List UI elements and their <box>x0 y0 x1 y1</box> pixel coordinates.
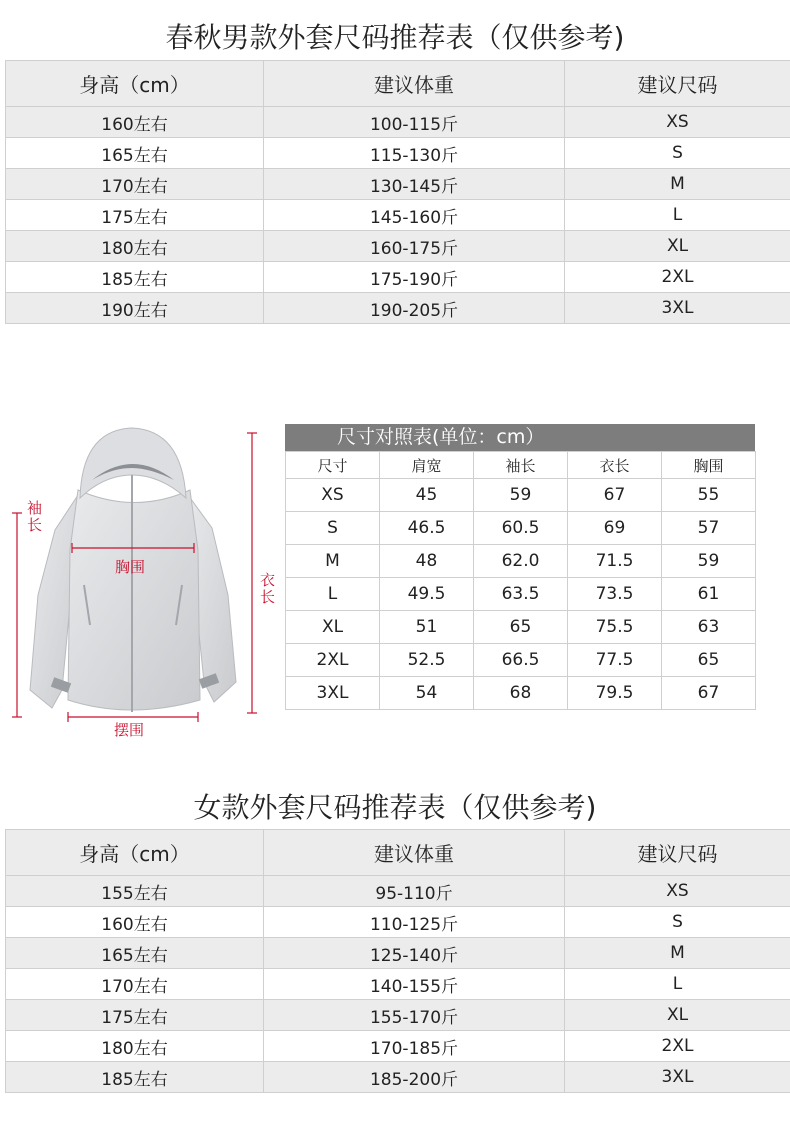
spec-header-size: 尺寸 <box>286 452 380 479</box>
table-cell: M <box>565 169 790 200</box>
women-size-table <box>5 829 790 1093</box>
table-cell: 75.5 <box>568 611 662 644</box>
table-cell: 190左右 <box>6 293 264 324</box>
table-cell: 65 <box>474 611 568 644</box>
table-cell: 180左右 <box>6 231 264 262</box>
men-header-weight: 建议体重 <box>264 61 565 107</box>
table-cell: 115-130斤 <box>264 138 565 169</box>
table-cell: 3XL <box>565 293 790 324</box>
table-cell: 3XL <box>286 677 380 710</box>
table-cell: 160-175斤 <box>264 231 565 262</box>
table-cell: 2XL <box>565 262 790 293</box>
table-cell: XS <box>565 876 790 907</box>
table-cell: 52.5 <box>380 644 474 677</box>
table-cell: L <box>286 578 380 611</box>
table-row <box>6 107 790 138</box>
table-cell: L <box>565 200 790 231</box>
spec-header-shoulder: 肩宽 <box>380 452 474 479</box>
table-cell: S <box>565 907 790 938</box>
table-cell: S <box>286 512 380 545</box>
hem-label: 摆围 <box>114 721 145 739</box>
table-cell: 63 <box>662 611 756 644</box>
table-cell: M <box>286 545 380 578</box>
table-row <box>6 876 790 907</box>
table-cell: XL <box>286 611 380 644</box>
table-cell: 46.5 <box>380 512 474 545</box>
table-cell: 59 <box>474 479 568 512</box>
men-header-height: 身高（cm） <box>6 61 264 107</box>
table-row <box>6 1031 790 1062</box>
table-row <box>286 578 756 611</box>
table-row <box>286 677 756 710</box>
table-cell: 51 <box>380 611 474 644</box>
women-table-title: 女款外套尺码推荐表（仅供参考) <box>193 791 597 824</box>
table-cell: 57 <box>662 512 756 545</box>
size-chart-table <box>285 451 756 710</box>
spec-header-sleeve: 袖长 <box>474 452 568 479</box>
jacket-diagram <box>0 420 290 750</box>
table-cell: XL <box>565 231 790 262</box>
spec-rows <box>286 479 756 710</box>
table-cell: 145-160斤 <box>264 200 565 231</box>
table-cell: 73.5 <box>568 578 662 611</box>
table-cell: 95-110斤 <box>264 876 565 907</box>
table-cell: 125-140斤 <box>264 938 565 969</box>
table-cell: 60.5 <box>474 512 568 545</box>
men-rows <box>6 107 790 324</box>
table-cell: 45 <box>380 479 474 512</box>
table-row <box>6 969 790 1000</box>
table-cell: 140-155斤 <box>264 969 565 1000</box>
table-cell: 160左右 <box>6 907 264 938</box>
table-cell: 49.5 <box>380 578 474 611</box>
size-chart-title: 尺寸对照表(单位：cm） <box>285 424 755 451</box>
table-cell: 71.5 <box>568 545 662 578</box>
table-cell: 79.5 <box>568 677 662 710</box>
table-cell: 77.5 <box>568 644 662 677</box>
table-cell: 185-200斤 <box>264 1062 565 1093</box>
table-cell: 180左右 <box>6 1031 264 1062</box>
table-cell: 100-115斤 <box>264 107 565 138</box>
table-row <box>6 169 790 200</box>
table-cell: 165左右 <box>6 938 264 969</box>
table-cell: 170左右 <box>6 169 264 200</box>
table-row <box>286 611 756 644</box>
table-row <box>6 1000 790 1031</box>
table-cell: 48 <box>380 545 474 578</box>
table-cell: 170左右 <box>6 969 264 1000</box>
spec-header-length: 衣长 <box>568 452 662 479</box>
table-cell: XS <box>565 107 790 138</box>
table-cell: 65 <box>662 644 756 677</box>
table-cell: 2XL <box>565 1031 790 1062</box>
sleeve-length-label: 袖长 <box>27 499 43 534</box>
table-cell: 170-185斤 <box>264 1031 565 1062</box>
table-row <box>286 644 756 677</box>
table-cell: 175左右 <box>6 200 264 231</box>
table-cell: 63.5 <box>474 578 568 611</box>
table-row <box>6 907 790 938</box>
table-cell: M <box>565 938 790 969</box>
table-cell: 67 <box>568 479 662 512</box>
women-header-size: 建议尺码 <box>565 830 790 876</box>
table-cell: 175-190斤 <box>264 262 565 293</box>
table-cell: 66.5 <box>474 644 568 677</box>
table-cell: S <box>565 138 790 169</box>
table-cell: XL <box>565 1000 790 1031</box>
table-cell: 3XL <box>565 1062 790 1093</box>
men-header-size: 建议尺码 <box>565 61 790 107</box>
table-cell: 155-170斤 <box>264 1000 565 1031</box>
table-cell: 130-145斤 <box>264 169 565 200</box>
table-row <box>286 512 756 545</box>
table-row <box>6 138 790 169</box>
women-header-height: 身高（cm） <box>6 830 264 876</box>
chest-label: 胸围 <box>115 558 146 576</box>
table-cell: 160左右 <box>6 107 264 138</box>
table-cell: 185左右 <box>6 262 264 293</box>
table-cell: XS <box>286 479 380 512</box>
table-cell: 165左右 <box>6 138 264 169</box>
table-row <box>6 293 790 324</box>
table-row <box>6 938 790 969</box>
table-row <box>286 479 756 512</box>
table-cell: 185左右 <box>6 1062 264 1093</box>
table-row <box>6 1062 790 1093</box>
table-row <box>6 200 790 231</box>
table-cell: 61 <box>662 578 756 611</box>
men-size-table <box>5 60 790 324</box>
women-rows <box>6 876 790 1093</box>
table-cell: 110-125斤 <box>264 907 565 938</box>
table-cell: 68 <box>474 677 568 710</box>
women-header-weight: 建议体重 <box>264 830 565 876</box>
table-cell: 190-205斤 <box>264 293 565 324</box>
men-table-title: 春秋男款外套尺码推荐表（仅供参考) <box>165 21 625 54</box>
size-chart <box>285 424 755 710</box>
table-cell: 155左右 <box>6 876 264 907</box>
table-cell: 69 <box>568 512 662 545</box>
table-cell: 175左右 <box>6 1000 264 1031</box>
table-cell: 62.0 <box>474 545 568 578</box>
table-cell: L <box>565 969 790 1000</box>
table-cell: 54 <box>380 677 474 710</box>
table-cell: 55 <box>662 479 756 512</box>
body-length-label: 衣长 <box>260 571 276 606</box>
table-row <box>286 545 756 578</box>
table-cell: 59 <box>662 545 756 578</box>
spec-header-chest: 胸围 <box>662 452 756 479</box>
table-cell: 67 <box>662 677 756 710</box>
table-row <box>6 231 790 262</box>
table-cell: 2XL <box>286 644 380 677</box>
table-row <box>6 262 790 293</box>
